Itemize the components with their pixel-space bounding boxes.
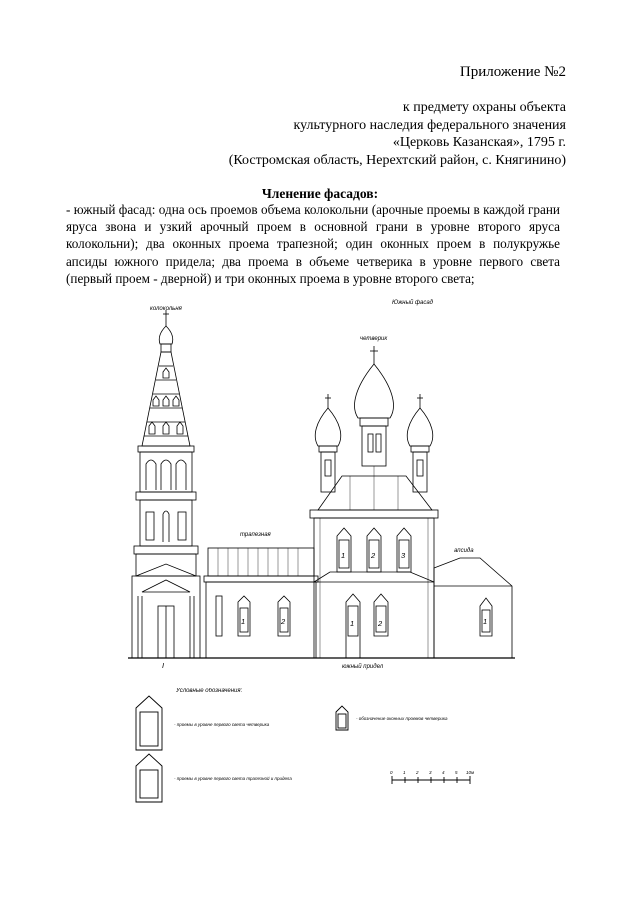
window-number: 2 (281, 617, 286, 626)
legend-title: Условные обозначения: (176, 688, 243, 694)
legend-item: - проемы в уровне первого света трапезной и придела (174, 776, 292, 781)
scale-tick: 0 (390, 770, 393, 775)
appendix-number: Приложение №2 (459, 64, 566, 80)
scale-tick: 3 (429, 770, 432, 775)
subject-line: культурного наследия федерального значения (293, 117, 566, 133)
scale-tick: 4 (442, 770, 445, 775)
label-refectory: трапезная (240, 532, 271, 538)
window-number: 2 (371, 551, 376, 560)
window-number: 1 (241, 617, 246, 626)
protected-object-subject (146, 99, 566, 169)
legend (120, 688, 520, 808)
label-apse: апсида (454, 548, 474, 554)
subject-line: к предмету охраны объекта (402, 100, 566, 115)
scale-tick: 2 (416, 770, 419, 775)
scale-tick: 1 (403, 770, 406, 775)
subject-line: «Церковь Казанская», 1795 г. (392, 135, 566, 150)
window-number: 3 (401, 551, 406, 560)
south-facade-drawing (120, 296, 530, 686)
label-bell-tower: колокольня (150, 306, 182, 312)
axis-mark: I (162, 661, 165, 670)
window-number: 2 (378, 619, 383, 628)
legend-item: - проемы в уровне первого света четверика (174, 722, 270, 727)
label-chetverik: четверик (360, 336, 388, 342)
window-number: 1 (483, 617, 488, 626)
scale-tick: 5 (455, 770, 458, 775)
scale-tick: 10м (466, 770, 475, 775)
drawing-title: Южный фасад (392, 300, 433, 306)
subject-line: (Костромская область, Нерехтский район, с. Княгинино) (228, 152, 566, 168)
label-south-chapel: южный придел (342, 664, 384, 670)
window-number: 1 (341, 551, 346, 560)
legend-item: - обозначение оконных проемов четверика (356, 716, 448, 721)
section-title: Членение фасадов: (261, 186, 379, 201)
window-number: 1 (350, 619, 355, 628)
facade-description: - южный фасад: одна ось проемов объема колокольни (арочные проемы в каждой грани яруса звона и узкий арочный проем в основной грани в уровне второго яруса колокольни); два оконных проема трапезной; один оконных проем в полукружье апсиды южного придела; два проема в объеме четверика в уровне первого света (первый проем - дверной) и три оконных проема в уровне второго света; (66, 202, 560, 286)
